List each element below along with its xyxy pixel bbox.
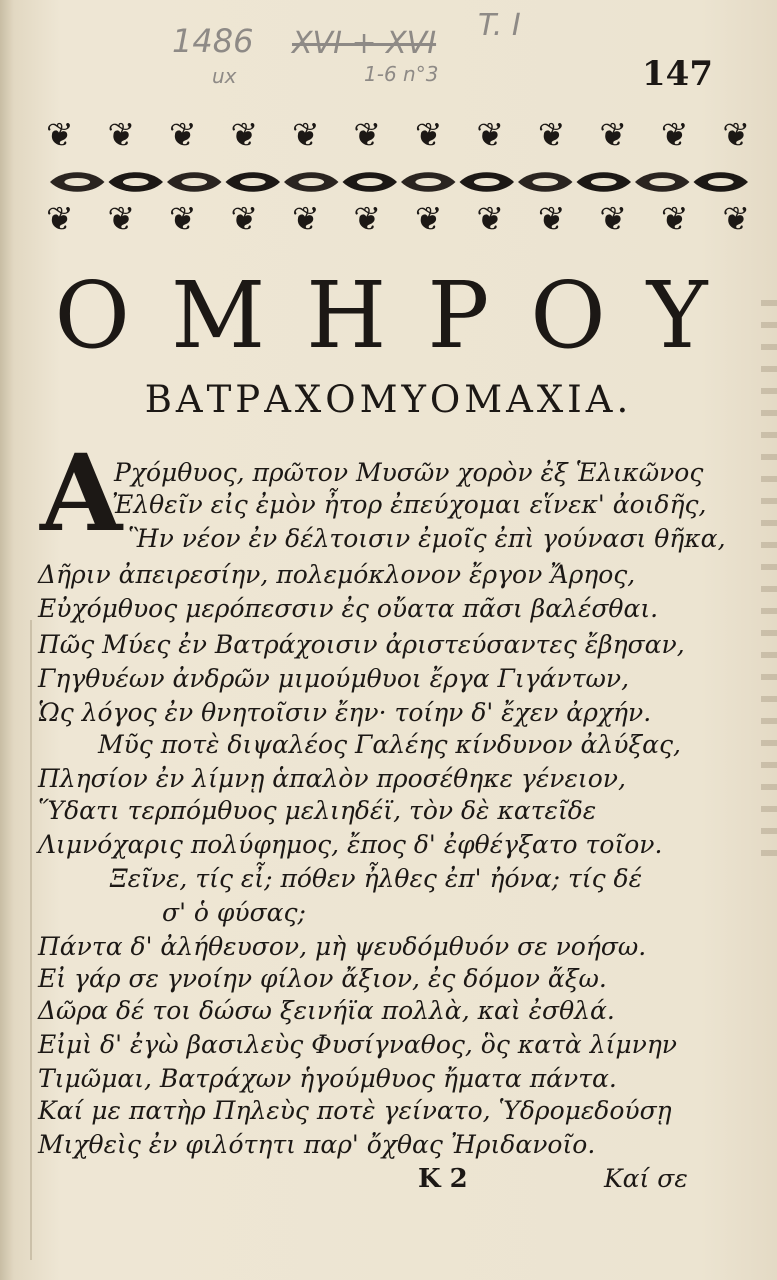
fleuron-icon: ❦	[599, 115, 628, 154]
verse-line: Πάντα δ' ἀλήθευσον, μὴ ψευδόμθυόν σε νοήσω.	[38, 932, 647, 961]
ornament-row-top	[46, 115, 750, 154]
verse-line: Δῆριν ἀπειρεσίην, πολεμόκλονον ἔργον Ἄρηος,	[38, 560, 636, 589]
fleuron-icon: ❦	[353, 115, 382, 154]
fleuron-icon: ❦	[230, 199, 259, 238]
ornament-band	[48, 167, 750, 197]
fleuron-icon: ❦	[46, 115, 74, 154]
page-number: 147	[642, 54, 713, 94]
verse-line: Πλησίον ἐν λίμνῃ ἁπαλὸν προσέθηκε γένειον,	[38, 764, 626, 793]
verse-line: Ἣν νέον ἐν δέλτοισιν ἐμοῖς ἐπὶ γούνασι θῆκα,	[128, 524, 726, 553]
band-link-eye	[123, 178, 149, 186]
page-title: ΟΜΗΡΟΥ	[54, 262, 749, 369]
ornament-row-bottom	[46, 199, 750, 238]
fleuron-icon: ❦	[722, 199, 750, 238]
fleuron-icon: ❦	[722, 115, 750, 154]
band-link-eye	[649, 178, 675, 186]
verse-line: Ρχόμθυος, πρῶτον Μυσῶν χορὸν ἐξ Ἑλικῶνος	[114, 458, 704, 487]
fleuron-icon: ❦	[599, 199, 628, 238]
fleuron-icon: ❦	[414, 199, 443, 238]
band-link-eye	[708, 178, 734, 186]
verse-line: Ὕδατι τερπόμθυος μελιηδέϊ, τὸν δὲ κατεῖδε	[38, 796, 597, 825]
fleuron-icon: ❦	[168, 199, 197, 238]
verse-line: Δῶρα δέ τοι δώσω ξεινήϊα πολλὰ, καὶ ἐσθλά.	[38, 996, 615, 1025]
fleuron-icon: ❦	[168, 115, 197, 154]
verse-line: Ὡς λόγος ἐν θνητοῖσιν ἔην· τοίην δ' ἔχεν ἀρχήν.	[38, 698, 652, 727]
band-link-eye	[240, 178, 266, 186]
verse-line: Πῶς Μύες ἐν Βατράχοισιν ἀριστεύσαντες ἔβησαν,	[38, 630, 685, 659]
gutter-shadow	[30, 620, 32, 1260]
fleuron-icon: ❦	[660, 199, 689, 238]
band-link-eye	[357, 178, 383, 186]
drop-cap: Α	[40, 430, 123, 555]
fleuron-icon: ❦	[537, 199, 566, 238]
fleuron-icon: ❦	[230, 115, 259, 154]
band-link-eye	[474, 178, 500, 186]
fleuron-icon: ❦	[660, 115, 689, 154]
verse-line: Μῦς ποτὲ διψαλέος Γαλέης κίνδυνον ἀλύξας,	[98, 730, 681, 759]
fleuron-icon: ❦	[353, 199, 382, 238]
pencil-mark: 1-6 n°3	[364, 62, 439, 86]
fleuron-icon: ❦	[476, 115, 505, 154]
verse-line: Μιχθεὶς ἐν φιλότητι παρ' ὄχθας Ἠριδανοῖο.	[38, 1130, 596, 1159]
band-link-eye	[415, 178, 441, 186]
signature-mark: K 2	[418, 1164, 468, 1194]
verse-line: Γηγθυέων ἀνδρῶν μιμούμθυοι ἔργα Γιγάντων,	[38, 664, 630, 693]
band-link-eye	[298, 178, 324, 186]
fleuron-icon: ❦	[46, 199, 74, 238]
pencil-mark: 1486	[172, 22, 254, 60]
verse-line: Ἐλθεῖν εἰς ἐμὸν ἦτορ ἐπεύχομαι εἵνεκ' ἀοιδῆς,	[112, 490, 707, 519]
pencil-mark: T. I	[478, 8, 521, 43]
verse-line: Εἰμὶ δ' ἐγὼ βασιλεὺς Φυσίγναθος, ὃς κατὰ λίμνην	[38, 1030, 678, 1059]
band-link-eye	[64, 178, 90, 186]
verse-line: Τιμῶμαι, Βατράχων ἡγούμθυος ἤματα πάντα.	[38, 1064, 617, 1093]
fleuron-icon: ❦	[291, 199, 320, 238]
catchword: Καί σε	[604, 1164, 688, 1193]
band-link-eye	[181, 178, 207, 186]
verse-line: Καί με πατὴρ Πηλεὺς ποτὲ γείνατο, Ὑδρομεδούσῃ	[38, 1096, 672, 1125]
pencil-mark: ux	[212, 64, 237, 88]
fleuron-icon: ❦	[107, 199, 136, 238]
verse-line: σ' ὁ φύσας;	[162, 898, 306, 927]
verse-line: Εἰ γάρ σε γνοίην φίλον ἄξιον, ἐς δόμον ἄξω.	[38, 964, 607, 993]
fleuron-icon: ❦	[107, 115, 136, 154]
fleuron-icon: ❦	[414, 115, 443, 154]
page-subtitle: ΒΑΤΡΑΧΟΜΥΟΜΑΧΙΑ.	[144, 378, 633, 421]
fleuron-icon: ❦	[537, 115, 566, 154]
fleuron-icon: ❦	[476, 199, 505, 238]
band-link-eye	[532, 178, 558, 186]
pencil-mark: XVI + XVI	[292, 26, 437, 61]
band-link-eye	[591, 178, 617, 186]
verse-line: Ξεῖνε, τίς εἶ; πόθεν ἦλθες ἐπ' ἠόνα; τίς δέ	[110, 864, 643, 893]
verse-line: Λιμνόχαρις πολύφημος, ἔπος δ' ἐφθέγξατο τοῖον.	[38, 830, 663, 859]
verse-line: Εὐχόμθυος μερόπεσσιν ἐς οὔατα πᾶσι βαλέσθαι.	[38, 594, 659, 623]
fleuron-icon: ❦	[291, 115, 320, 154]
